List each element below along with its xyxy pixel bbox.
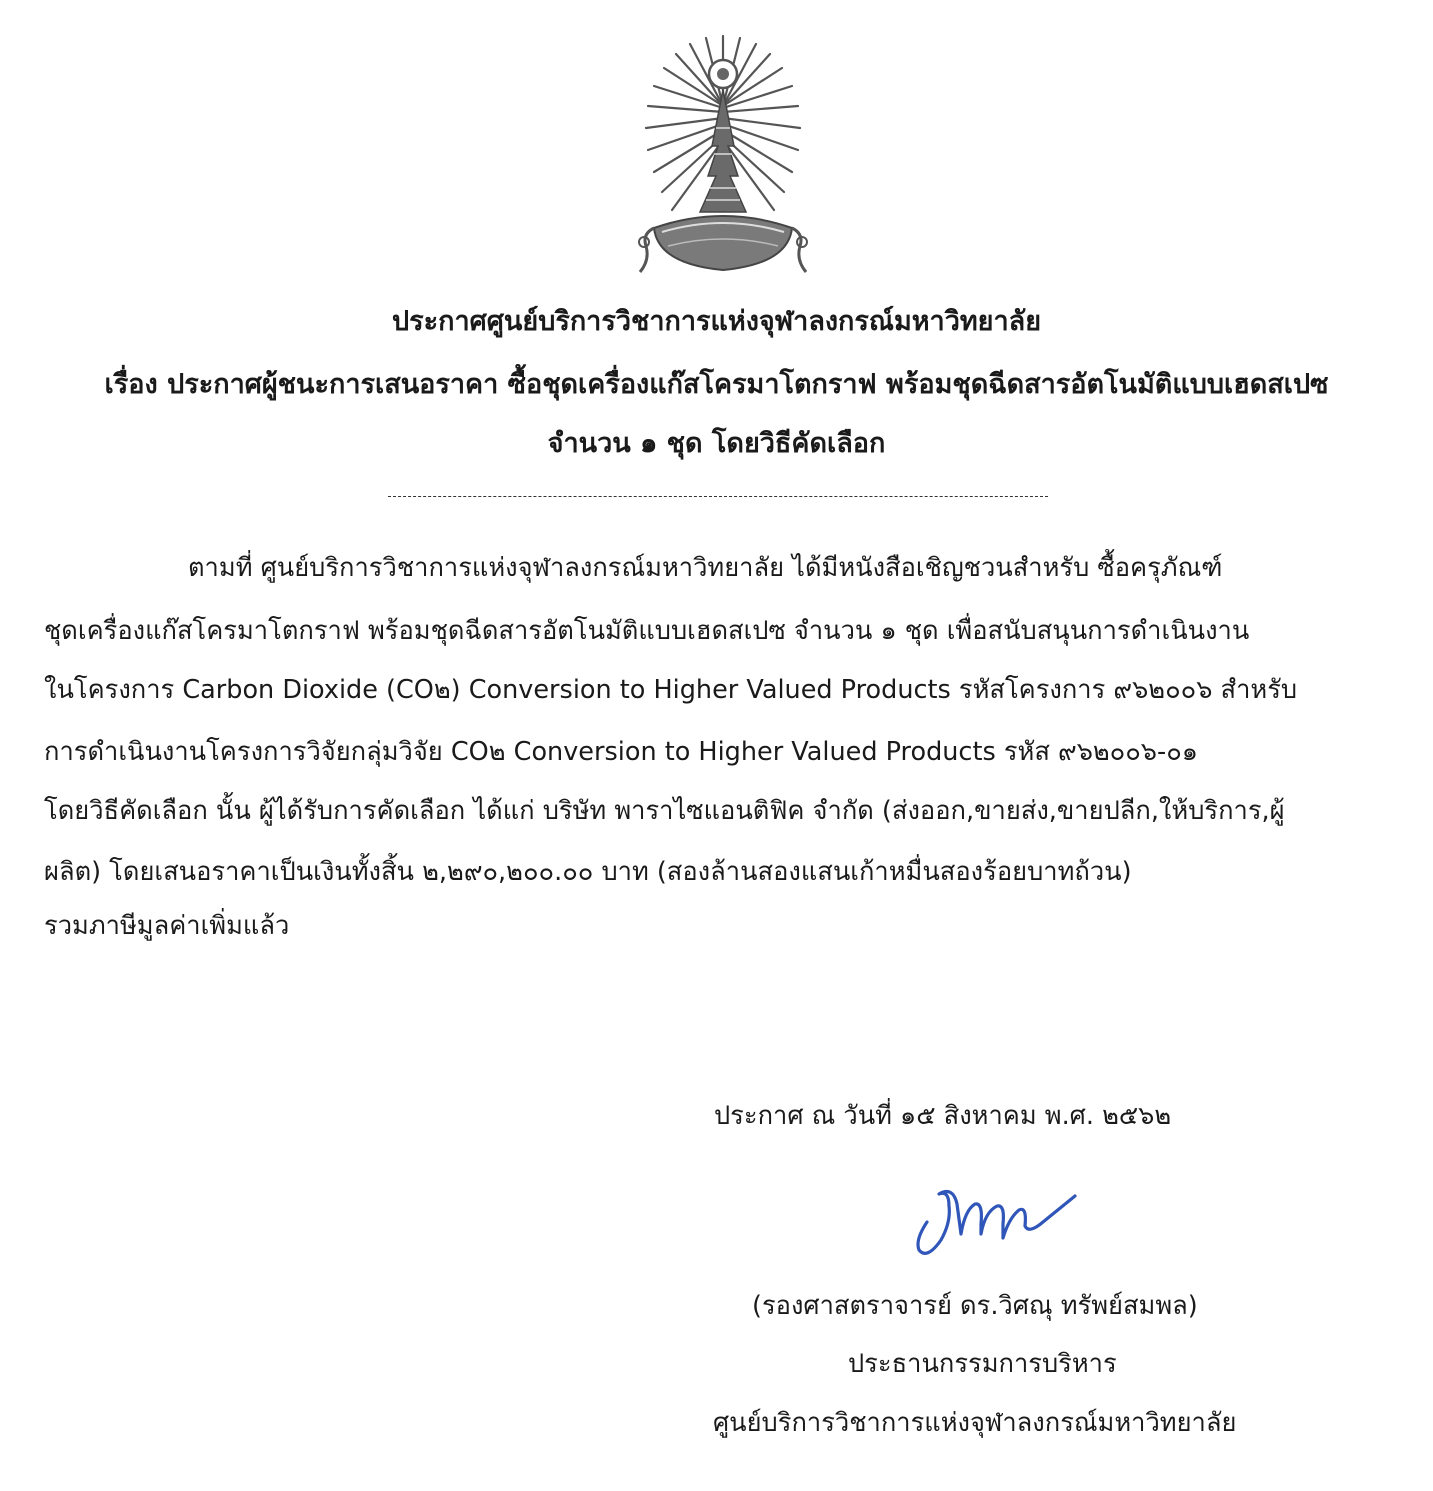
signer-organization: ศูนย์บริการวิชาการแห่งจุฬาลงกรณ์มหาวิทยาลัย <box>713 1408 1237 1438</box>
body-paragraph-line: ตามที่ ศูนย์บริการวิชาการแห่งจุฬาลงกรณ์มหาวิทยาลัย ได้มีหนังสือเชิญชวนสำหรับ ซื้อครุภัณฑ์ <box>188 553 1223 583</box>
signer-title: ประธานกรรมการบริหาร <box>848 1349 1117 1379</box>
announcement-date: ประกาศ ณ วันที่ ๑๕ สิงหาคม พ.ศ. ๒๕๖๒ <box>714 1101 1172 1131</box>
body-paragraph-line: โดยวิธีคัดเลือก นั้น ผู้ได้รับการคัดเลือก ได้แก่ บริษัท พาราไซแอนติฟิค จำกัด (ส่งออก,ขายส่ง,ขายปลีก,ให้บริการ,ผู้ <box>44 796 1285 826</box>
body-paragraph-line: ในโครงการ Carbon Dioxide (CO๒) Conversion to Higher Valued Products รหัสโครงการ ๙๖๒๐๐๖ สำหรับ <box>44 675 1298 705</box>
dashed-divider <box>388 496 1048 497</box>
handwritten-signature <box>905 1178 1085 1258</box>
body-paragraph-line: รวมภาษีมูลค่าเพิ่มแล้ว <box>44 911 290 941</box>
university-crest-icon <box>632 28 814 286</box>
body-paragraph-line: ชุดเครื่องแก๊สโครมาโตกราฟ พร้อมชุดฉีดสารอัตโนมัติแบบเฮดสเปซ จำนวน ๑ ชุด เพื่อสนับสนุนการดำเนินงาน <box>44 616 1250 646</box>
body-paragraph-line: การดำเนินงานโครงการวิจัยกลุ่มวิจัย CO๒ Conversion to Higher Valued Products รหัส ๙๖๒๐๐๖-๐๑ <box>44 737 1198 767</box>
announcement-subject-cont: จำนวน ๑ ชุด โดยวิธีคัดเลือก <box>547 428 886 459</box>
signer-name: (รองศาสตราจารย์ ดร.วิศณุ ทรัพย์สมพล) <box>752 1291 1198 1321</box>
body-paragraph-line: ผลิต) โดยเสนอราคาเป็นเงินทั้งสิ้น ๒,๒๙๐,๒๐๐.๐๐ บาท (สองล้านสองแสนเก้าหมื่นสองร้อยบาทถ้วน) <box>44 857 1132 887</box>
announcement-title: ประกาศศูนย์บริการวิชาการแห่งจุฬาลงกรณ์มหาวิทยาลัย <box>391 306 1042 337</box>
announcement-subject: เรื่อง ประกาศผู้ชนะการเสนอราคา ซื้อชุดเครื่องแก๊สโครมาโตกราฟ พร้อมชุดฉีดสารอัตโนมัติแบบเฮดสเปซ <box>104 369 1329 400</box>
